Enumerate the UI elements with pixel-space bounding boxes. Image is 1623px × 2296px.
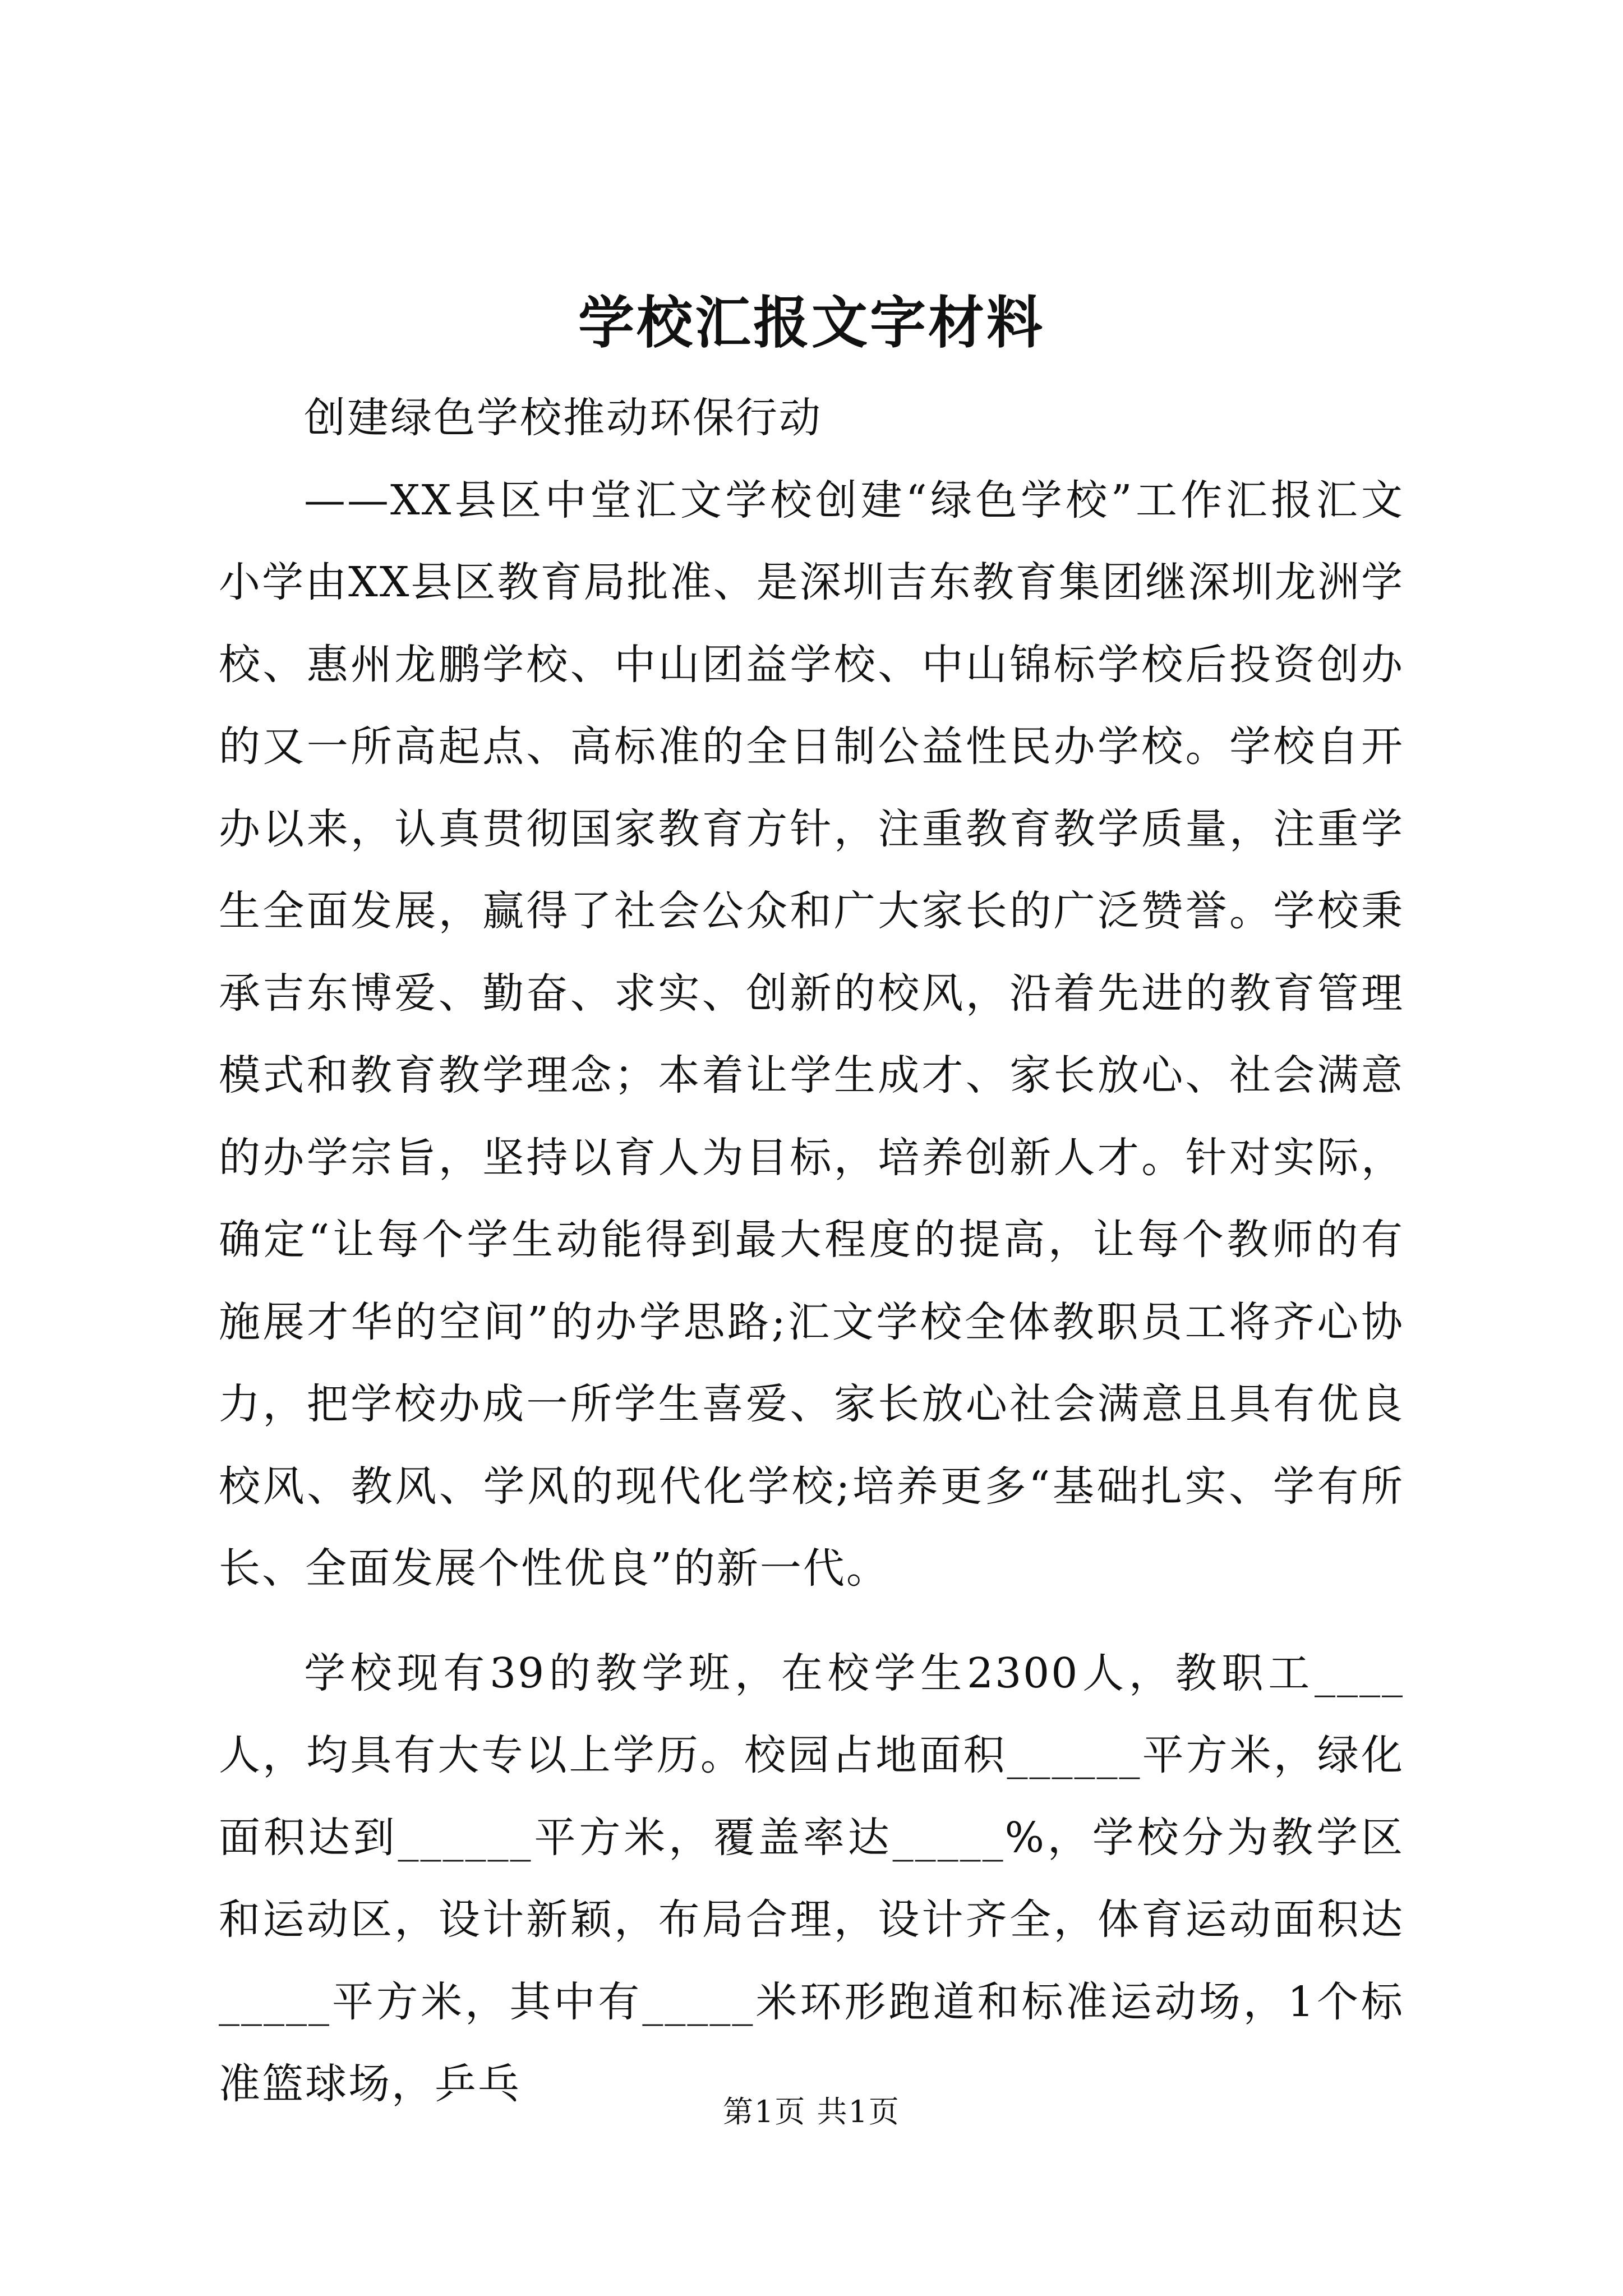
page-footer: 第1页 共1页: [723, 2094, 900, 2129]
paragraph-facilities: 学校现有39的教学班，在校学生2300人，教职工____人，均具有大专以上学历。校园占地面积______平方米，绿化面积达到______平方米，覆盖率达_____%，学校分为教学区和运动区，设计新颖，布局合理，设计齐全，体育运动面积达_____平方米，其中有_____米环形跑道和标准运动场，1个标准篮球场，乒乓: [219, 1649, 1404, 2108]
document-title: 学校汇报文字材料: [578, 289, 1045, 356]
paragraph-subtitle: 创建绿色学校推动环保行动: [304, 394, 822, 442]
document-body: [219, 377, 1404, 2125]
paragraph-intro: ——XX县区中堂汇文学校创建“绿色学校”工作汇报汇文小学由XX县区教育局批准、是深圳吉东教育集团继深圳龙洲学校、惠州龙鹏学校、中山团益学校、中山锦标学校后投资创办的又一所高起点、高标准的全日制公益性民办学校。学校自开办以来，认真贯彻国家教育方针，注重教育教学质量，注重学生全面发展，赢得了社会公众和广大家长的广泛赞誉。学校秉承吉东博爱、勤奋、求实、创新的校风，沿着先进的教育管理模式和教育教学理念；本着让学生成才、家长放心、社会满意的办学宗旨，坚持以育人为目标，培养创新人才。针对实际，确定“让每个学生动能得到最大程度的提高，让每个教师的有施展才华的空间”的办学思路;汇文学校全体教职员工将齐心协力，把学校办成一所学生喜爱、家长放心社会满意且具有优良校风、教风、学风的现代化学校;培养更多“基础扎实、学有所长、全面发展个性优良”的新一代。: [219, 476, 1404, 1593]
